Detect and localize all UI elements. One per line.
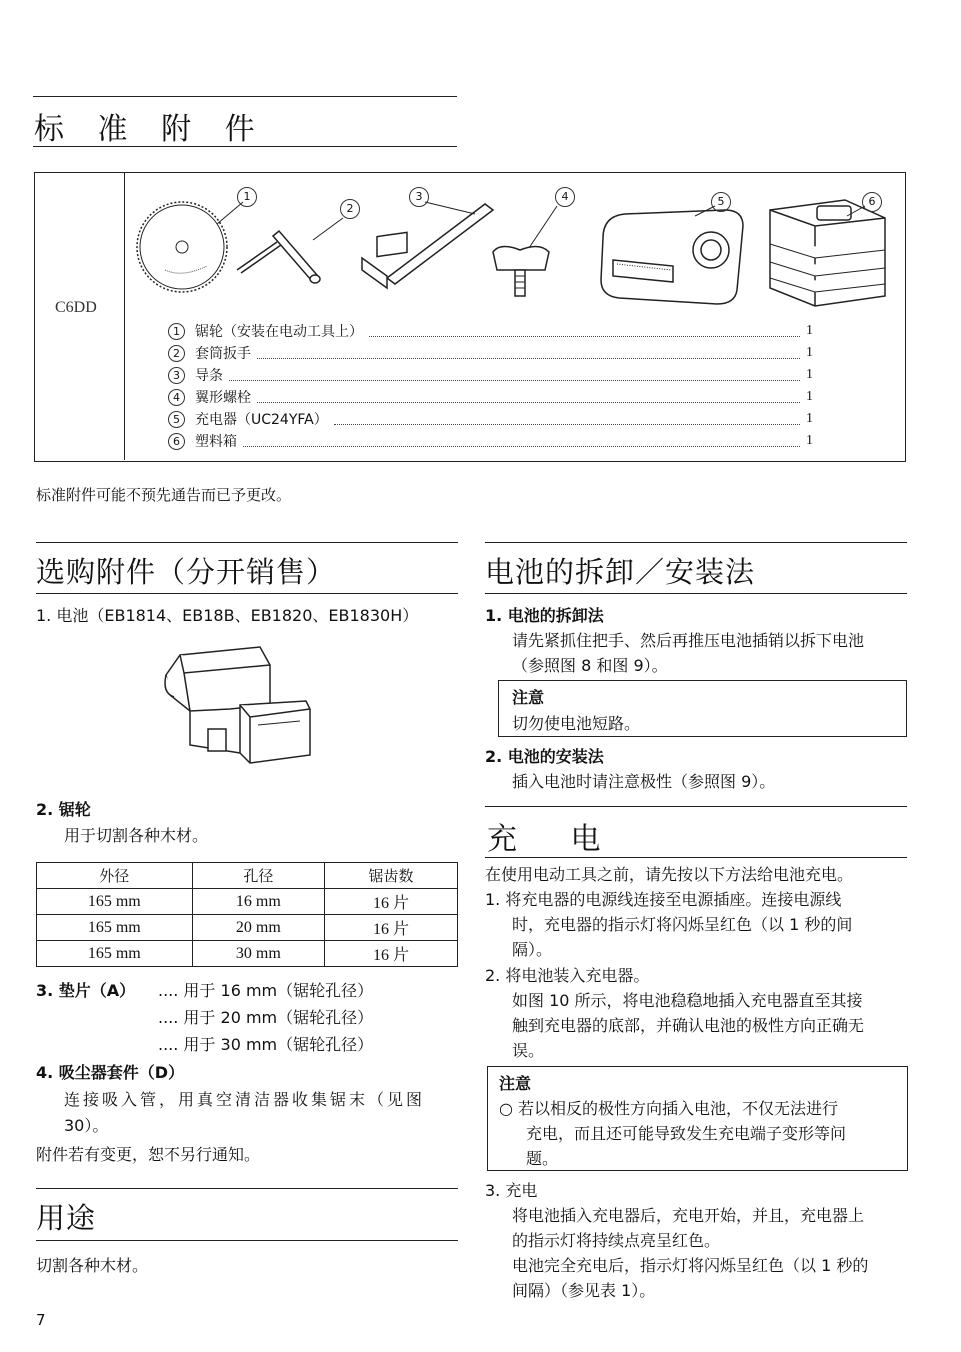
callout-5: 5 (711, 192, 731, 212)
opt-item-4-title: 4. 吸尘器套件（D） (36, 1063, 185, 1082)
std-item-1: 1 锯轮（安装在电动工具上） 1 (168, 320, 813, 342)
callout-4: 4 (555, 187, 575, 207)
batt-rule-bottom (485, 593, 907, 594)
col-outer-dia: 外径 (37, 863, 193, 889)
charge-s2-line: 误。 (512, 1041, 545, 1060)
charge-s1-line: 1. 将充电器的电源线连接至电源插座。连接电源线 (485, 890, 842, 909)
batt-caution-box (498, 680, 907, 737)
battery-title: 电池的拆卸／安装法 (485, 555, 756, 589)
usage-text: 切割各种木材。 (36, 1256, 149, 1275)
batt-s1-line: （参照图 8 和图 9）。 (512, 656, 668, 675)
charge-caution-line: 题。 (526, 1149, 559, 1168)
usage-rule-bottom (36, 1240, 458, 1241)
socket-wrench-icon (237, 231, 320, 283)
page-number: 7 (36, 1311, 46, 1329)
opt-item-2-desc: 用于切割各种木材。 (64, 826, 209, 845)
col-teeth: 锯齿数 (325, 863, 458, 889)
col-bore: 孔径 (192, 863, 325, 889)
callout-6: 6 (862, 192, 882, 212)
batt-rule-top (485, 542, 907, 543)
wing-bolt-icon (493, 246, 549, 296)
charge-s1-line: 隔）。 (512, 940, 553, 959)
std-item-4: 4 翼形螺栓 1 (168, 386, 813, 408)
std-item-5: 5 充电器（UC24YFA） 1 (168, 408, 813, 430)
std-item-3: 3 导条 1 (168, 364, 813, 386)
charge-s2-line: 如图 10 所示，将电池稳稳地插入充电器直至其接 (512, 991, 863, 1010)
charge-caution-line: 充电，而且还可能导致发生充电端子变形等问 (526, 1124, 847, 1143)
battery-icon (160, 645, 320, 770)
guide-bar-icon (362, 204, 493, 288)
opt-item-3-line: .... 用于 30 mm（锯轮孔径） (158, 1035, 374, 1054)
plastic-case-icon (770, 200, 885, 306)
callout-3: 3 (409, 187, 429, 207)
opt-acc-note: 附件若有变更，恕不另行通知。 (36, 1145, 261, 1164)
batt-s2-title: 2. 电池的安装法 (485, 747, 604, 766)
opt-item-2-title: 2. 锯轮 (36, 800, 91, 819)
usage-title: 用途 (36, 1201, 97, 1235)
charge-s3-line: 电池完全充电后，指示灯将闪烁呈红色（以 1 秒的 (512, 1256, 869, 1275)
charge-caution-line: ○ 若以相反的极性方向插入电池，不仅无法进行 (499, 1099, 839, 1118)
table-row: 165 mm 30 mm 16 片 (37, 941, 458, 967)
usage-rule-top (36, 1188, 458, 1189)
std-acc-title: 标 准 附 件 (34, 112, 267, 147)
opt-rule-bottom (36, 593, 458, 594)
charge-s2-title: 2. 将电池装入充电器。 (485, 966, 650, 985)
callout-2: 2 (340, 199, 360, 219)
std-acc-note: 标准附件可能不预先通告而已予更改。 (36, 486, 292, 504)
charge-caution-title: 注意 (499, 1074, 532, 1093)
charge-s3-line: 的指示灯将持续点亮呈红色。 (512, 1231, 721, 1250)
opt-item-1: 1. 电池（EB1814、EB18B、EB1820、EB1830H） (36, 606, 419, 625)
opt-item-3-line: .... 用于 16 mm（锯轮孔径） (158, 981, 374, 1000)
charge-rule-top (485, 806, 907, 807)
charge-rule-bottom (485, 857, 907, 858)
blade-table (36, 862, 458, 967)
opt-item-4-line: 30）。 (64, 1116, 109, 1135)
opt-item-3-line: .... 用于 20 mm（锯轮孔径） (158, 1008, 374, 1027)
opt-rule-top (36, 542, 458, 543)
opt-acc-title: 选购附件（分开销售） (36, 555, 337, 589)
charge-s1-line: 时，充电器的指示灯将闪烁呈红色（以 1 秒的间 (512, 915, 853, 934)
opt-item-3-title: 3. 垫片（A） (36, 981, 136, 1000)
opt-item-4-line: 连接吸入管，用真空清洁器收集锯末（见图 (64, 1090, 426, 1109)
batt-caution-title: 注意 (512, 688, 545, 707)
charge-s2-line: 触到充电器的底部，并确认电池的极性方向正确无 (512, 1016, 865, 1035)
charge-s3-line: 间隔）（参见表 1）。 (512, 1281, 656, 1300)
model-label: C6DD (55, 299, 97, 316)
batt-s1-line: 请先紧抓住把手、然后再推压电池插销以拆下电池 (512, 631, 865, 650)
batt-caution-text: 切勿使电池短路。 (512, 714, 641, 733)
title-underline (33, 146, 457, 147)
charge-s3-title: 3. 充电 (485, 1181, 538, 1200)
charging-title: 充 电 (487, 822, 623, 857)
saw-blade-icon (137, 202, 227, 292)
charge-intro: 在使用电动工具之前，请先按以下方法给电池充电。 (485, 865, 854, 884)
batt-s1-title: 1. 电池的拆卸法 (485, 606, 604, 625)
charger-icon (601, 210, 743, 304)
std-item-6: 6 塑料箱 1 (168, 430, 813, 452)
callout-1: 1 (237, 187, 257, 207)
charge-s3-line: 将电池插入充电器后，充电开始，并且，充电器上 (512, 1206, 865, 1225)
std-item-2: 2 套筒扳手 1 (168, 342, 813, 364)
batt-s2-text: 插入电池时请注意极性（参照图 9）。 (512, 772, 776, 791)
table-row: 165 mm 20 mm 16 片 (37, 915, 458, 941)
top-rule (33, 96, 457, 97)
charge-caution-box (487, 1066, 908, 1171)
table-row: 165 mm 16 mm 16 片 (37, 889, 458, 915)
